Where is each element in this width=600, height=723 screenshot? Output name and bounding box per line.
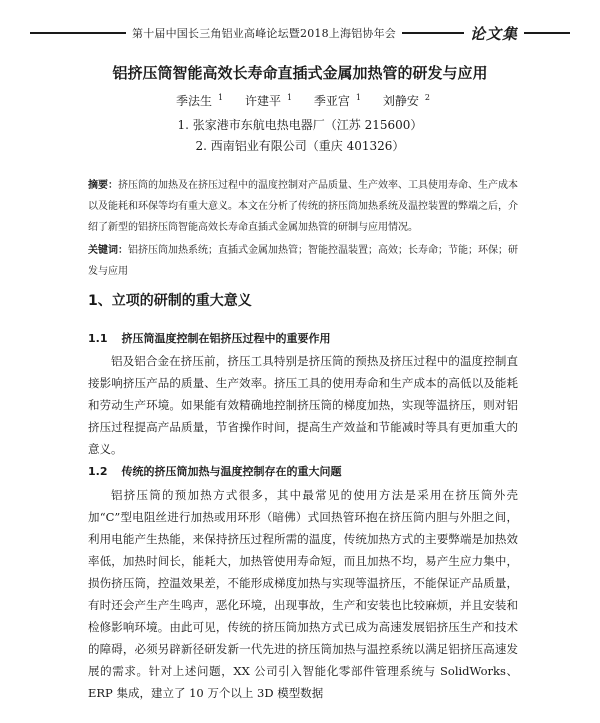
- subsection-title: 传统的挤压筒加热与温度控制存在的重大问题: [121, 465, 342, 478]
- subsection-title: 挤压筒温度控制在铝挤压过程中的重要作用: [121, 332, 331, 345]
- author-name: 许建平: [244, 94, 281, 108]
- section-heading: 1、立项的研制的重大意义: [88, 293, 252, 309]
- author: [239, 94, 292, 108]
- running-header-mark: 论文集: [469, 24, 518, 43]
- affiliation-2: 2. 西南铝业有限公司（重庆 401326）: [195, 139, 405, 153]
- author-list: [0, 92, 600, 109]
- keywords-label: 关键词：: [88, 245, 128, 256]
- abstract: [88, 175, 518, 238]
- abstract-text: 挤压筒的加热及在挤压过程中的温度控制对产品质量、生产效率、工具使用寿命、生产成本以及能耗和环保等均有重大意义。本文在分析了传统的挤压筒加热系统及温控装置的弊端之后，介绍了新型的铝挤压筒智能高效长寿命直插式金属加热管的研制与应用情况。: [88, 180, 518, 233]
- author: [377, 94, 430, 108]
- running-header-text: 第十届中国长三角铝业高峰论坛暨2018上海铝协年会: [132, 27, 396, 40]
- header-rule-right: [524, 32, 570, 34]
- header-rule-middle: [402, 32, 464, 34]
- subsection-heading-1-1: [88, 330, 331, 346]
- header-rule-left: [30, 32, 126, 34]
- author: [170, 94, 223, 108]
- author-affil-mark: 2: [424, 93, 430, 102]
- keywords-text: 铝挤压筒加热系统；直插式金属加热管；智能控温装置；高效；长寿命；节能；环保；研发与应用: [88, 245, 518, 277]
- author-affil-mark: 1: [355, 93, 362, 102]
- author-name: 季法生: [176, 94, 213, 108]
- author-name: 季亚宫: [313, 94, 350, 108]
- paper-title: 铝挤压筒智能高效长寿命直插式金属加热管的研发与应用: [112, 64, 488, 82]
- subsection-number: 1.2: [88, 465, 108, 478]
- abstract-label: 摘要：: [88, 180, 118, 191]
- body-paragraph-1-2: 铝挤压筒的预加热方式很多，其中最常见的使用方法是采用在挤压筒外壳加“C”型电阻丝进行加热或用环形（暗佛）式回热管环抱在挤压筒内胆与外胆之间，利用电能产生热能，来保持挤压过程所需的温度，传统加热方式的主要弊端是加热效率低，加热时间长，能耗大，加热管使用寿命短，而且加热不均，易产生应力集中，损伤挤压筒，控温效果差，不能形成梯度加热与实现等温挤压，不能保证产品质量，有时还会产生产生鸣声，恶化环境，出现事故，生产和安装也比较麻烦，并且安装和检修影响环境。由此可见，传统的挤压筒加热方式已成为高速发展铝挤压生产和技术的障碍，必须另辟新径研发新一代先进的挤压筒加热与温控系统以满足铝挤压高速发展的需求。针对上述问题，XX 公司引入智能化零部件管理系统与 SolidWorks、ERP 集成，建立了 10 万个以上 3D 模型数据: [88, 488, 518, 700]
- body-paragraph-1-1: 铝及铝合金在挤压前，挤压工具特别是挤压筒的预热及挤压过程中的温度控制直接影响挤压产品的质量、生产效率。挤压工具的使用寿命和生产成本的高低以及能耗和劳动生产环境。如果能有效精确地控制挤压筒的梯度加热，实现等温挤压，则对铝挤压过程提高产品质量，节省操作时间，提高生产效益和节能减时等具有更加重大的意义。: [88, 354, 518, 456]
- author-affil-mark: 1: [286, 93, 293, 102]
- keywords: [88, 240, 518, 282]
- affiliation-1: 1. 张家港市东航电热电器厂（江苏 215600）: [177, 118, 423, 132]
- author: [308, 94, 361, 108]
- running-header: [30, 22, 570, 44]
- subsection-heading-1-2: [88, 463, 342, 479]
- subsection-number: 1.1: [88, 332, 108, 345]
- author-affil-mark: 1: [218, 93, 224, 102]
- author-name: 刘静安: [382, 94, 419, 108]
